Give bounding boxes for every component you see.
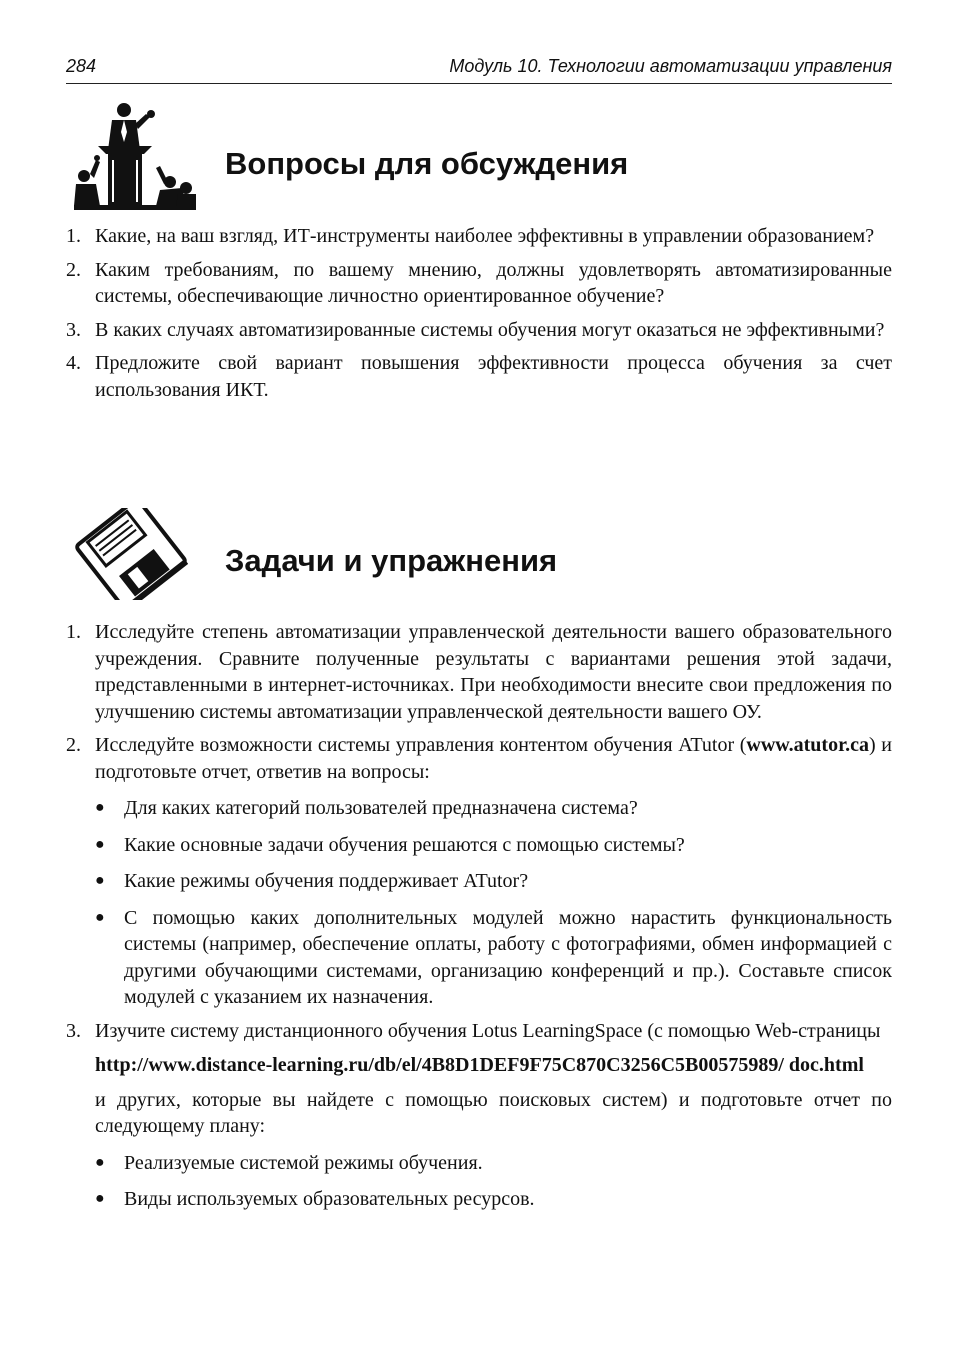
bullet-text: Для каких категорий пользователей предназначена система?	[124, 797, 638, 819]
item-body	[95, 732, 892, 1011]
item-number: 1.	[66, 621, 81, 643]
running-title: Модуль 10. Технологии автоматизации управления	[449, 56, 892, 76]
section-title-discussion: Вопросы для обсуждения	[225, 146, 629, 181]
discussion-questions	[66, 223, 892, 410]
item-number: 2.	[66, 258, 81, 281]
list-item	[66, 619, 892, 725]
page-number: 284	[66, 56, 97, 76]
bullet-item	[95, 795, 892, 822]
list-item	[66, 350, 892, 403]
speaker-audience-icon	[74, 102, 196, 210]
item-number: 1.	[66, 225, 81, 247]
bullet-icon: ●	[95, 835, 105, 853]
text-after: ) и подготовьте отчет, ответив на вопросы:	[95, 734, 892, 783]
item-text: Предложите свой вариант повышения эффективности процесса обучения за счет использования ИКТ.	[95, 352, 892, 401]
item-body	[95, 1018, 892, 1213]
section-title-exercises: Задачи и упражнения	[225, 543, 558, 578]
bullet-text: С помощью каких дополнительных модулей можно нарастить функциональность системы (например, обеспечение оплаты, работу с фотографиями, обмен информацией с другими обучающими системами, организацию конференций и пр.). Составьте список модулей с указанием их назначения.	[124, 906, 892, 1008]
bullet-icon: ●	[95, 908, 105, 926]
distance-learning-url[interactable]: http://www.distance-learning.ru/db/el/4B8D1DEF9F75C870C3256C5B00575989/ doc.html	[95, 1054, 864, 1076]
item-number: 3.	[66, 318, 81, 341]
exercise-list	[66, 619, 892, 1220]
text-before: Исследуйте возможности системы управления контентом обучения ATutor (	[95, 734, 747, 756]
floppy-disk-icon	[74, 508, 188, 600]
list-item	[66, 1018, 892, 1213]
list-item	[66, 317, 892, 344]
bullet-item	[95, 868, 892, 895]
bullet-text: Какие режимы обучения поддерживает ATutor?	[124, 870, 529, 892]
item-text-continued: и других, которые вы найдете с помощью поисковых систем) и подготовьте отчет по следующему плану:	[95, 1088, 892, 1137]
atutor-link[interactable]: www.atutor.ca	[746, 734, 870, 756]
item-text: Какие, на ваш взгляд, ИТ-инструменты наиболее эффективны в управлении образованием?	[95, 225, 875, 247]
item-text	[95, 732, 892, 785]
item-number: 3.	[66, 1019, 81, 1042]
bullet-text: Виды используемых образовательных ресурсов.	[124, 1188, 535, 1210]
header-rule	[66, 83, 892, 84]
bullet-icon: ●	[95, 1153, 105, 1171]
list-item	[66, 223, 892, 250]
bullet-item	[95, 832, 892, 859]
list-item	[66, 257, 892, 310]
bullet-item	[95, 905, 892, 1011]
item-text: В каких случаях автоматизированные системы обучения могут оказаться не эффективными?	[95, 318, 885, 341]
bullet-icon: ●	[95, 1190, 105, 1207]
running-header	[66, 56, 892, 82]
bullet-text: Реализуемые системой режимы обучения.	[124, 1151, 483, 1174]
list-item	[66, 732, 892, 1011]
bullet-icon: ●	[95, 872, 105, 889]
bullet-text: Какие основные задачи обучения решаются с помощью системы?	[124, 833, 685, 856]
bullet-item	[95, 1150, 892, 1177]
item-number: 2.	[66, 734, 81, 756]
item-text: Изучите систему дистанционного обучения Lotus LearningSpace (с помощью Web-страницы	[95, 1019, 881, 1042]
bullet-icon: ●	[95, 799, 105, 816]
item-text: Каким требованиям, по вашему мнению, должны удовлетворять автоматизированные системы, обеспечивающие личностно ориентированное обучение?	[95, 258, 892, 307]
item-number: 4.	[66, 352, 81, 374]
bullet-item	[95, 1186, 892, 1213]
item-text: Исследуйте степень автоматизации управленческой деятельности вашего образовательного учреждения. Сравните полученные результаты с вариантами решения этой задачи, представленными в интернет-источниках. При необходимости внесите свои предложения по улучшению системы автоматизации управленческой деятельности вашего ОУ.	[95, 621, 892, 723]
